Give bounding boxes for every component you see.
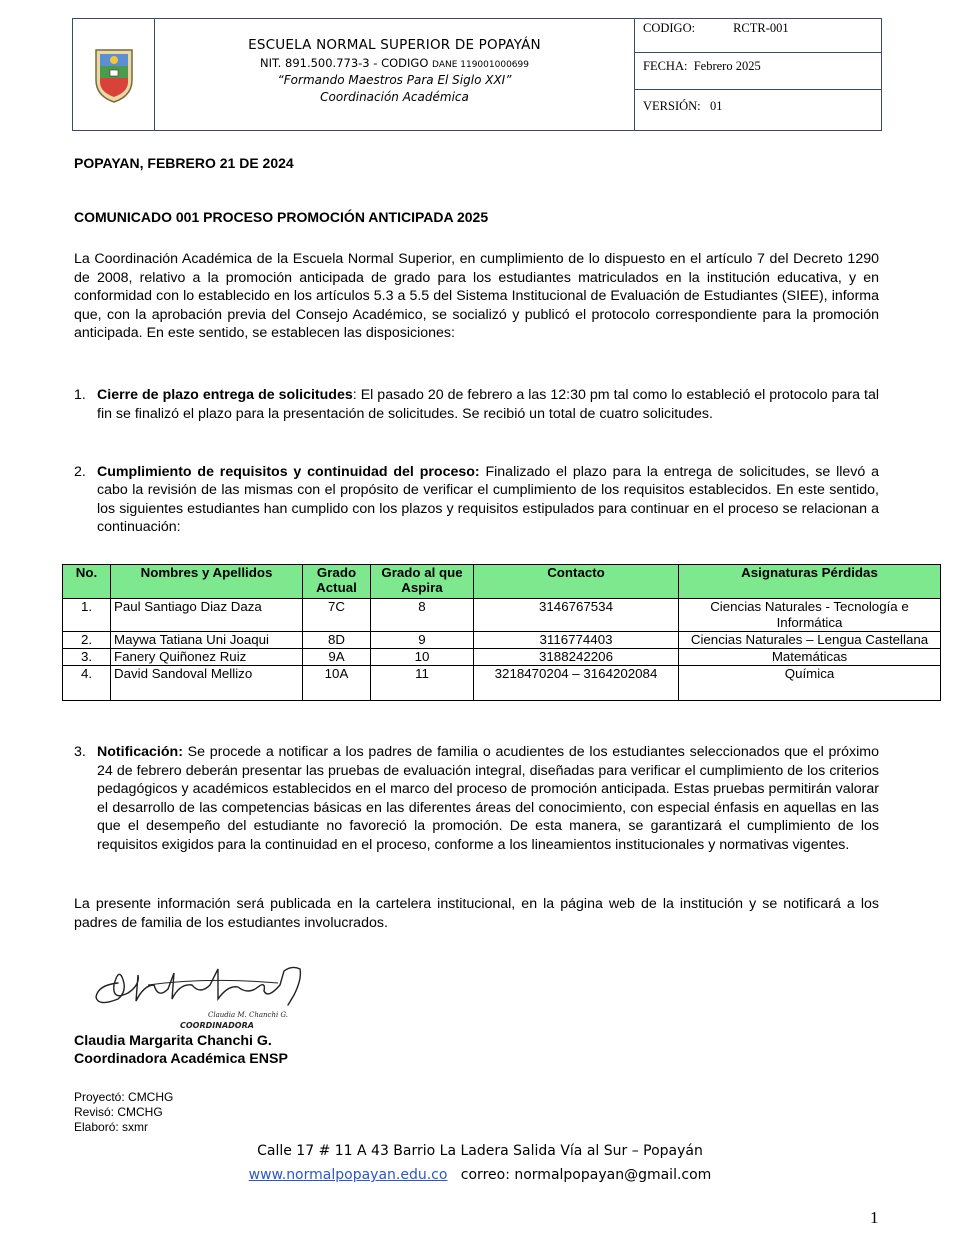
credit-line: Revisó: CMCHG (74, 1105, 163, 1119)
col-header: Grado al que Aspira (371, 565, 474, 599)
credit-line: Proyectó: CMCHG (74, 1090, 174, 1104)
item-text (97, 743, 879, 854)
table-cell: 10 (371, 649, 474, 666)
table-cell: Fanery Quiñonez Ruiz (111, 649, 303, 666)
table-cell: 4. (63, 666, 111, 701)
table-cell: 1. (63, 599, 111, 632)
footer-email: correo: normalpopayan@gmail.com (460, 1167, 712, 1183)
signature-graphic (88, 955, 328, 1033)
item-number: 2. (74, 464, 86, 480)
signer-block (74, 1032, 288, 1068)
col-header: Contacto (474, 565, 679, 599)
school-motto: “Formando Maestros Para El Siglo XXI” (277, 73, 512, 87)
table-cell: 10A (303, 666, 371, 701)
col-header: Grado Actual (303, 565, 371, 599)
school-logo (73, 19, 155, 130)
table-cell: Maywa Tatiana Uni Joaqui (111, 632, 303, 649)
intro-paragraph: La Coordinación Académica de la Escuela Normal Superior, en cumplimiento de lo dispuesto en el artículo 7 del Decreto 1290 de 2008, relativo a la promoción anticipada de grado para los estudiantes matriculados en la institución educativa, y en conformidad con lo establecido en los artículos 5.3 a 5.5 del Sistema Institucional de Evaluación de Estudiantes (SIEE), informa que, con la aprobación previa del Consejo Académico, se socializó y publicó el protocolo correspondiente para la promoción anticipada. En este sentido, se establecen las disposiciones: (74, 251, 879, 342)
table-cell: 8 (371, 599, 474, 632)
list-item (74, 743, 879, 854)
codigo-cell (635, 19, 881, 53)
table-cell: Ciencias Naturales – Lengua Castellana (679, 632, 941, 649)
list-item (74, 386, 879, 424)
stamp-name: Claudia M. Chanchi G. (208, 1011, 289, 1019)
table-cell: 3188242206 (474, 649, 679, 666)
fecha-value: Febrero 2025 (693, 58, 761, 73)
item-body: : El pasado 20 de febrero a las 12:30 pm tal como lo estableció el protocolo para tal fin se finalizó el plazo para la presentación de solicitudes. Se recibió un total de cuatro solicitudes. (97, 387, 879, 422)
table-cell: 8D (303, 632, 371, 649)
signer-name: Claudia Margarita Chanchi G. (74, 1033, 272, 1049)
item-number: 1. (74, 387, 86, 403)
table-cell: Paul Santiago Diaz Daza (111, 599, 303, 632)
credit-line: Elaboró: sxmr (74, 1120, 149, 1134)
item-title: Cumplimiento de requisitos y continuidad del proceso: (97, 464, 480, 480)
school-crest-icon (92, 46, 136, 104)
school-nit (155, 56, 634, 70)
table-cell: 7C (303, 599, 371, 632)
col-header: No. (63, 565, 111, 599)
table-row (63, 666, 941, 701)
subject-line: COMUNICADO 001 PROCESO PROMOCIÓN ANTICIPADA 2025 (74, 209, 489, 225)
table-cell: Química (679, 666, 941, 701)
list-item (74, 463, 879, 537)
item-number: 3. (74, 744, 86, 760)
table-cell: Ciencias Naturales - Tecnología e Informática (679, 599, 941, 632)
version-value: 01 (710, 99, 723, 114)
office-name: Coordinación Académica (320, 90, 469, 104)
table-cell: Matemáticas (679, 649, 941, 666)
date-line: POPAYAN, FEBRERO 21 DE 2024 (74, 155, 294, 171)
website-link[interactable]: www.normalpopayan.edu.co (248, 1167, 448, 1183)
stamp-role: COORDINADORA (180, 1021, 254, 1030)
table-row (63, 649, 941, 666)
footer-address: Calle 17 # 11 A 43 Barrio La Ladera Salida Vía al Sur – Popayán (257, 1143, 703, 1159)
item-text (97, 386, 879, 424)
item-body: Se procede a notificar a los padres de familia o acudientes de los estudiantes seleccionados que el próximo 24 de febrero deberán presentar las pruebas de evaluación integral, diseñadas para verificar el cumplimiento de los criterios pedagógicos y académicos establecidos en el marco del proceso de promoción anticipada. Estas pruebas permitirán valorar el desarrollo de las competencias básicas en las diferentes áreas del conocimiento, con especial énfasis en aquellas en las que el desempeño del estudiante no favoreció la promoción. De esta manera, se garantizará el cumplimiento de los requisitos exigidos para la continuidad en el proceso, conforme a los lineamientos institucionales y normativas vigentes. (97, 744, 879, 853)
item-title: Notificación: (97, 744, 183, 760)
header-meta-block (635, 19, 881, 130)
table-header-row (63, 565, 941, 599)
table-cell: 3218470204 – 3164202084 (474, 666, 679, 701)
handwritten-signature (88, 955, 328, 1038)
students-table (62, 564, 941, 701)
codigo-label: CODIGO: (643, 21, 696, 35)
fecha-cell (635, 53, 881, 91)
nit-text: NIT. 891.500.773-3 - CODIGO (260, 56, 429, 70)
item-text (97, 463, 879, 537)
item-body: Finalizado el plazo para la entrega de solicitudes, se llevó a cabo la revisión de las mismas con el propósito de verificar el cumplimiento de los requisitos establecidos. En este sentido, los siguientes estudiantes han cumplido con los plazos y requisitos estipulados para continuar en el proceso se relacionan a continuación: (97, 464, 880, 536)
dane-code: DANE 119001000699 (432, 60, 529, 70)
table-cell: 11 (371, 666, 474, 701)
col-header: Nombres y Apellidos (111, 565, 303, 599)
codigo-value: RCTR-001 (733, 21, 789, 35)
table-cell: 3116774403 (474, 632, 679, 649)
table-cell: 9 (371, 632, 474, 649)
closing-paragraph: La presente información será publicada en la cartelera institucional, en la página web de la institución y se notificará a los padres de familia de los estudiantes involucrados. (74, 896, 879, 931)
version-label: VERSIÓN: (643, 99, 701, 114)
fecha-label: FECHA: (643, 58, 688, 73)
table-cell: David Sandoval Mellizo (111, 666, 303, 701)
version-cell (635, 90, 881, 130)
header-institution-block (155, 19, 635, 130)
school-name: ESCUELA NORMAL SUPERIOR DE POPAYÁN (248, 37, 541, 53)
col-header: Asignaturas Pérdidas (679, 565, 941, 599)
table-cell: 2. (63, 632, 111, 649)
table-cell: 3. (63, 649, 111, 666)
credits-block (74, 1090, 173, 1135)
page-number: 1 (870, 1208, 879, 1227)
signer-role: Coordinadora Académica ENSP (74, 1051, 288, 1067)
document-header (72, 18, 882, 131)
footer-contact (0, 1167, 960, 1183)
table-row (63, 632, 941, 649)
table-cell: 9A (303, 649, 371, 666)
table-cell: 3146767534 (474, 599, 679, 632)
table-row (63, 599, 941, 632)
item-title: Cierre de plazo entrega de solicitudes (97, 387, 353, 403)
